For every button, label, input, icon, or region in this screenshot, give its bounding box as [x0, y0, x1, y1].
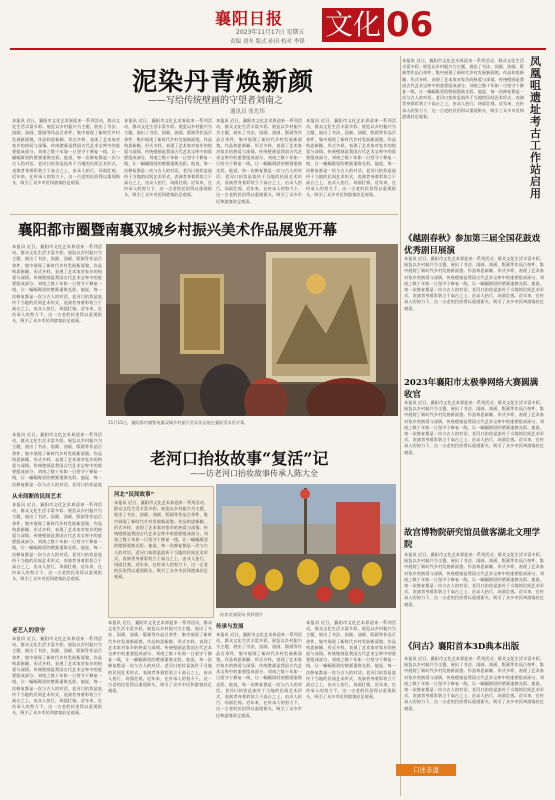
feature-text-col2: 本报讯 近日，襄阳市文化艺术界迎来一系列活动，群众文化生活丰富多彩。展览以乡村振兴为主题，展出了书法、国画、油画、版画等作品百余件，集中展现了新时代乡村发展新面貌。作品构思新颖、形式多样，表现了艺术家对家乡的热爱与深情。传统壁画是我国古代艺术宝库中的重要组成部分，刘南之数十年如一日坚守于修复一线，让一幅幅斑驳的壁画重焕光彩。他说，每一次修复都是一次与古人的对话。老河口抬妆是流传于当地的民间艺术形式，表演者身着彩装立于高台之上，由众人抬行，场面壮观。近年来，在传承人的努力下，这一古老的民俗得以重现街头，吸引了众多市民和游客驻足观看。 [124, 118, 212, 198]
right-item-1-text: 本报讯 近日，襄阳市文化艺术界迎来一系列活动，群众文化生活丰富多彩。展览以乡村振兴为主题，展出了书法、国画、油画、版画等作品百余件，集中展现了新时代乡村发展新面貌。作品构思新颖、形式多样，表现了艺术家对家乡的热爱与深情。传统壁画是我国古代艺术宝库中的重要组成部分，刘南之数十年如一日坚守于修复一线，让一幅幅斑驳的壁画重焕光彩。他说，每一次修复都是一次与古人的对话。老河口抬妆是流传于当地的民间艺术形式，表演者身着彩装立于高台之上，由众人抬行，场面壮观。近年来，在传承人的努力下，这一古老的民俗得以重现街头，吸引了众多市民和游客驻足观看。 [404, 256, 544, 311]
laohe-photo-art [216, 484, 396, 608]
exhibition-caption: 11月15日，襄阳都市圈暨南襄双城乡村振兴美术作品展在襄阳美术馆开幕。 [108, 420, 249, 425]
right-item-2-text: 本报讯 近日，襄阳市文化艺术界迎来一系列活动，群众文化生活丰富多彩。展览以乡村振兴为主题，展出了书法、国画、油画、版画等作品百余件，集中展现了新时代乡村发展新面貌。作品构思新颖、形式多样，表现了艺术家对家乡的热爱与深情。传统壁画是我国古代艺术宝库中的重要组成部分，刘南之数十年如一日坚守于修复一线，让一幅幅斑驳的壁画重焕光彩。他说，每一次修复都是一次与古人的对话。老河口抬妆是流传于当地的民间艺术形式，表演者身着彩装立于高台之上，由众人抬行，场面壮观。近年来，在传承人的努力下，这一古老的民俗得以重现街头，吸引了众多市民和游客驻足观看。 [404, 400, 544, 455]
intangible-heritage-tag: 口述非遗 [396, 764, 456, 776]
lower-left-text-a: 本报讯 近日，襄阳市文化艺术界迎来一系列活动，群众文化生活丰富多彩。展览以乡村振兴为主题，展出了书法、国画、油画、版画等作品百余件，集中展现了新时代乡村发展新面貌。作品构思新颖、形式多样，表现了艺术家对家乡的热爱与深情。传统壁画是我国古代艺术宝库中的重要组成部分，刘南之数十年如一日坚守于修复一线，让一幅幅斑驳的壁画重焕光彩。他说，每一次修复都是一次与古人的对话。老河口抬妆是流 [12, 432, 102, 487]
right-item-3-text: 本报讯 近日，襄阳市文化艺术界迎来一系列活动，群众文化生活丰富多彩。展览以乡村振兴为主题，展出了书法、国画、油画、版画等作品百余件，集中展现了新时代乡村发展新面貌。作品构思新颖、形式多样，表现了艺术家对家乡的热爱与深情。传统壁画是我国古代艺术宝库中的重要组成部分，刘南之数十年如一日坚守于修复一线，让一幅幅斑驳的壁画重焕光彩。他说，每一次修复都是一次与古人的对话。老河口抬妆是流传于当地的民间艺术形式，表演者身着彩装立于高台之上，由众人抬行，场面壮观。近年来，在传承人的努力下，这一古老的民俗得以重现街头，吸引了众多市民和游客驻足观看。 [404, 552, 544, 607]
editor-line: 责编 刘冬 版式 孙田 校对 李锋 [230, 39, 305, 45]
section-label: 文化 [322, 8, 384, 42]
lower-left-text-b: 本报讯 近日，襄阳市文化艺术界迎来一系列活动，群众文化生活丰富多彩。展览以乡村振兴为主题，展出了书法、国画、油画、版画等作品百余件，集中展现了新时代乡村发展新面貌。作品构思新颖、形式多样，表现了艺术家对家乡的热爱与深情。传统壁画是我国古代艺术宝库中的重要组成部分，刘南之数十年如一日坚守于修复一线，让一幅幅斑驳的壁画重焕光彩。他说，每一次修复都是一次与古人的对话。老河口抬妆是流传于当地的民间艺术形式，表演者身着彩装立于高台之上，由众人抬行，场面壮观。近年来，在传承人的努力下，这一古老的民俗得以重现街头，吸引了众多市民和游客驻足观看。 [12, 502, 102, 582]
kaogu-text: 本报讯 近日，襄阳市文化艺术界迎来一系列活动，群众文化生活丰富多彩。展览以乡村振兴为主题，展出了书法、国画、油画、版画等作品百余件，集中展现了新时代乡村发展新面貌。作品构思新颖、形式多样，表现了艺术家对家乡的热爱与深情。传统壁画是我国古代艺术宝库中的重要组成部分，刘南之数十年如一日坚守于修复一线，让一幅幅斑驳的壁画重焕光彩。他说，每一次修复都是一次与古人的对话。老河口抬妆是流传于当地的民间艺术形式，表演者身着彩装立于高台之上，由众人抬行，场面壮观。近年来，在传承人的努力下，这一古老的民俗得以重现街头，吸引了众多市民和游客驻足观看。 [402, 58, 524, 119]
laohe-title: 老河口抬妆故事“复活”记 [150, 449, 329, 468]
lower-left-text-c: 本报讯 近日，襄阳市文化艺术界迎来一系列活动，群众文化生活丰富多彩。展览以乡村振兴为主题，展出了书法、国画、油画、版画等作品百余件，集中展现了新时代乡村发展新面貌。作品构思新颖、形式多样，表现了艺术家对家乡的热爱与深情。传统壁画是我国古代艺术宝库中的重要组成部分，刘南之数十年如一日坚守于修复一线，让一幅幅斑驳的壁画重焕光彩。他说，每一次修复都是一次与古人的对话。老河口抬妆是流传于当地的民间艺术形式，表演者身着彩装立于高台之上，由众人抬行，场面壮观。近年来，在传承人的努力下，这一古老的民俗得以重现街头，吸引了众多市民和游客驻足观看。 [12, 636, 102, 716]
right-item-2-title: 2023年襄阳市太极拳网络大赛圆满收官 [404, 378, 539, 400]
laohe-photo-caption: 抬妆表演现场 资料照片 [220, 612, 264, 617]
laohe-subhead-1: 从未间断的民间艺术 [12, 494, 62, 500]
feature-text-col4: 本报讯 近日，襄阳市文化艺术界迎来一系列活动，群众文化生活丰富多彩。展览以乡村振兴为主题，展出了书法、国画、油画、版画等作品百余件，集中展现了新时代乡村发展新面貌。作品构思新颖、形式多样，表现了艺术家对家乡的热爱与深情。传统壁画是我国古代艺术宝库中的重要组成部分，刘南之数十年如一日坚守于修复一线，让一幅幅斑驳的壁画重焕光彩。他说，每一次修复都是一次与古人的对话。老河口抬妆是流传于当地的民间艺术形式，表演者身着彩装立于高台之上，由众人抬行，场面壮观。近年来，在传承人的努力下，这一古老的民俗得以重现街头，吸引了众多市民和游客驻足观看。 [306, 118, 396, 198]
vertical-headline: 凤凰咀遗址考古工作站启用 [530, 55, 541, 200]
laohe-text-col2: 本报讯 近日，襄阳市文化艺术界迎来一系列活动，群众文化生活丰富多彩。展览以乡村振兴为主题，展出了书法、国画、油画、版画等作品百余件，集中展现了新时代乡村发展新面貌。作品构思新颖、形式多样，表现了艺术家对家乡的热爱与深情。传统壁画是我国古代艺术宝库中的重要组成部分，刘南之数十年如一日坚守于修复一线，让一幅幅斑驳的壁画重焕光彩。他说，每一次修复都是一次与古人的对话。老河口抬妆是流传于当地的民间艺术形式，表演者身着彩装立于高台之上，由众人抬行，场面壮观。近年来，在传承人的努力下，这一古老的民俗得以重现街头，吸引了众多市民和游客驻足观看。 [216, 632, 302, 718]
laohe-photo [216, 484, 396, 608]
feature-byline: 通讯员 张先伟 [230, 109, 265, 115]
page-number: 06 [386, 5, 434, 45]
issue-date: 2023年11月17日 星期五 [236, 29, 305, 36]
feature-text-col3: 本报讯 近日，襄阳市文化艺术界迎来一系列活动，群众文化生活丰富多彩。展览以乡村振兴为主题，展出了书法、国画、油画、版画等作品百余件，集中展现了新时代乡村发展新面貌。作品构思新颖、形式多样，表现了艺术家对家乡的热爱与深情。传统壁画是我国古代艺术宝库中的重要组成部分，刘南之数十年如一日坚守于修复一线，让一幅幅斑驳的壁画重焕光彩。他说，每一次修复都是一次与古人的对话。老河口抬妆是流传于当地的民间艺术形式，表演者身着彩装立于高台之上，由众人抬行，场面壮观。近年来，在传承人的努力下，这一古老的民俗得以重现街头，吸引了众多市民和游客驻足观看。 [216, 118, 302, 204]
masthead-divider [10, 48, 546, 50]
exhibition-photo-art [106, 244, 398, 416]
laohe-text-col1: 本报讯 近日，襄阳市文化艺术界迎来一系列活动，群众文化生活丰富多彩。展览以乡村振兴为主题，展出了书法、国画、油画、版画等作品百余件，集中展现了新时代乡村发展新面貌。作品构思新颖、形式多样，表现了艺术家对家乡的热爱与深情。传统壁画是我国古代艺术宝库中的重要组成部分，刘南之数十年如一日坚守于修复一线，让一幅幅斑驳的壁画重焕光彩。他说，每一次修复都是一次与古人的对话。老河口抬妆是流传于当地的民间艺术形式，表演者身着彩装立于高台之上，由众人抬行，场面壮观。近年来，在传承人的努力下，这一古老的民俗得以重现街头，吸引了众多市民和游客驻足观看。 [108, 620, 212, 694]
laohe-text-col3: 本报讯 近日，襄阳市文化艺术界迎来一系列活动，群众文化生活丰富多彩。展览以乡村振兴为主题，展出了书法、国画、油画、版画等作品百余件，集中展现了新时代乡村发展新面貌。作品构思新颖、形式多样，表现了艺术家对家乡的热爱与深情。传统壁画是我国古代艺术宝库中的重要组成部分，刘南之数十年如一日坚守于修复一线，让一幅幅斑驳的壁画重焕光彩。他说，每一次修复都是一次与古人的对话。老河口抬妆是流传于当地的民间艺术形式，表演者身着彩装立于高台之上，由众人抬行，场面壮观。近年来，在传承人的努力下，这一古老的民俗得以重现街头，吸引了众多市民和游客驻足观看。 [306, 620, 396, 700]
exhibition-text: 本报讯 近日，襄阳市文化艺术界迎来一系列活动，群众文化生活丰富多彩。展览以乡村振兴为主题，展出了书法、国画、油画、版画等作品百余件，集中展现了新时代乡村发展新面貌。作品构思新颖、形式多样，表现了艺术家对家乡的热爱与深情。传统壁画是我国古代艺术宝库中的重要组成部分，刘南之数十年如一日坚守于修复一线，让一幅幅斑驳的壁画重焕光彩。他说，每一次修复都是一次与古人的对话。老河口抬妆是流传于当地的民间艺术形式，表演者身着彩装立于高台之上，由众人抬行，场面壮观。近年来，在传承人的努力下，这一古老的民俗得以重现街头，吸引了众多市民和游客驻足观看。 [12, 244, 102, 324]
sidebox-text: 本报讯 近日，襄阳市文化艺术界迎来一系列活动，群众文化生活丰富多彩。展览以乡村振兴为主题，展出了书法、国画、油画、版画等作品百余件，集中展现了新时代乡村发展新面貌。作品构思新颖、形式多样，表现了艺术家对家乡的热爱与深情。传统壁画是我国古代艺术宝库中的重要组成部分，刘南之数十年如一日坚守于修复一线，让一幅幅斑驳的壁画重焕光彩。他说，每一次修复都是一次与古人的对话。老河口抬妆是流传于当地的民间艺术形式，表演者身着彩装立于高台之上，由众人抬行，场面壮观。近年来，在传承人的努力下，这一古老的民俗得以重现街头，吸引了众多市民和游客驻足观看。 [114, 500, 208, 580]
laohe-subtitle: ——访老河口抬妆故事传承人陈大全 [190, 469, 318, 478]
right-item-3-title: 故宫博物院研究馆员做客湖北文理学院 [404, 528, 541, 550]
feature-text-col1: 本报讯 近日，襄阳市文化艺术界迎来一系列活动，群众文化生活丰富多彩。展览以乡村振兴为主题，展出了书法、国画、油画、版画等作品百余件，集中展现了新时代乡村发展新面貌。作品构思新颖、形式多样，表现了艺术家对家乡的热爱与深情。传统壁画是我国古代艺术宝库中的重要组成部分，刘南之数十年如一日坚守于修复一线，让一幅幅斑驳的壁画重焕光彩。他说，每一次修复都是一次与古人的对话。老河口抬妆是流传于当地的民间艺术形式，表演者身着彩装立于高台之上，由众人抬行，场面壮观。近年来，在传承人的努力下，这一古老的民俗得以重现街头，吸引了众多市民和游客驻足观看。 [12, 118, 120, 186]
exhibition-photo [106, 244, 398, 416]
column-divider [400, 56, 401, 796]
right-item-1-title: 《越剧春秋》参加第三届全国花鼓戏优秀剧目展演 [404, 234, 541, 256]
laohe-subhead-2: 老艺人的坚守 [12, 628, 46, 634]
newspaper-logo: 襄阳日报 [215, 9, 284, 28]
laohe-subhead-3: 传承与发展 [216, 624, 244, 630]
right-item-4-text: 本报讯 近日，襄阳市文化艺术界迎来一系列活动，群众文化生活丰富多彩。展览以乡村振兴为主题，展出了书法、国画、油画、版画等作品百余件，集中展现了新时代乡村发展新面貌。作品构思新颖、形式多样，表现了艺术家对家乡的热爱与深情。传统壁画是我国古代艺术宝库中的重要组成部分，刘南之数十年如一日坚守于修复一线，让一幅幅斑驳的壁画重焕光彩。他说，每一次修复都是一次与古人的对话。老河口抬妆是流传于当地的民间艺术形式，表演者身着彩装立于高台之上，由众人抬行，场面壮观。近年来，在传承人的努力下，这一古老的民俗得以重现街头，吸引了众多市民和游客驻足观看。 [404, 656, 544, 711]
sidebox-heading: 河北“民间故事” [114, 492, 155, 498]
feature-subtitle: ——写给传统壁画的守望者刘南之 [148, 96, 284, 106]
right-item-4-title: 《问古》襄阳首本3D典本出版 [404, 642, 520, 652]
feature-title: 泥染丹青焕新颜 [132, 67, 315, 96]
exhibition-top-rule [10, 214, 398, 215]
exhibition-title: 襄阳都市圈暨南襄双城乡村振兴美术作品展览开幕 [18, 222, 337, 239]
